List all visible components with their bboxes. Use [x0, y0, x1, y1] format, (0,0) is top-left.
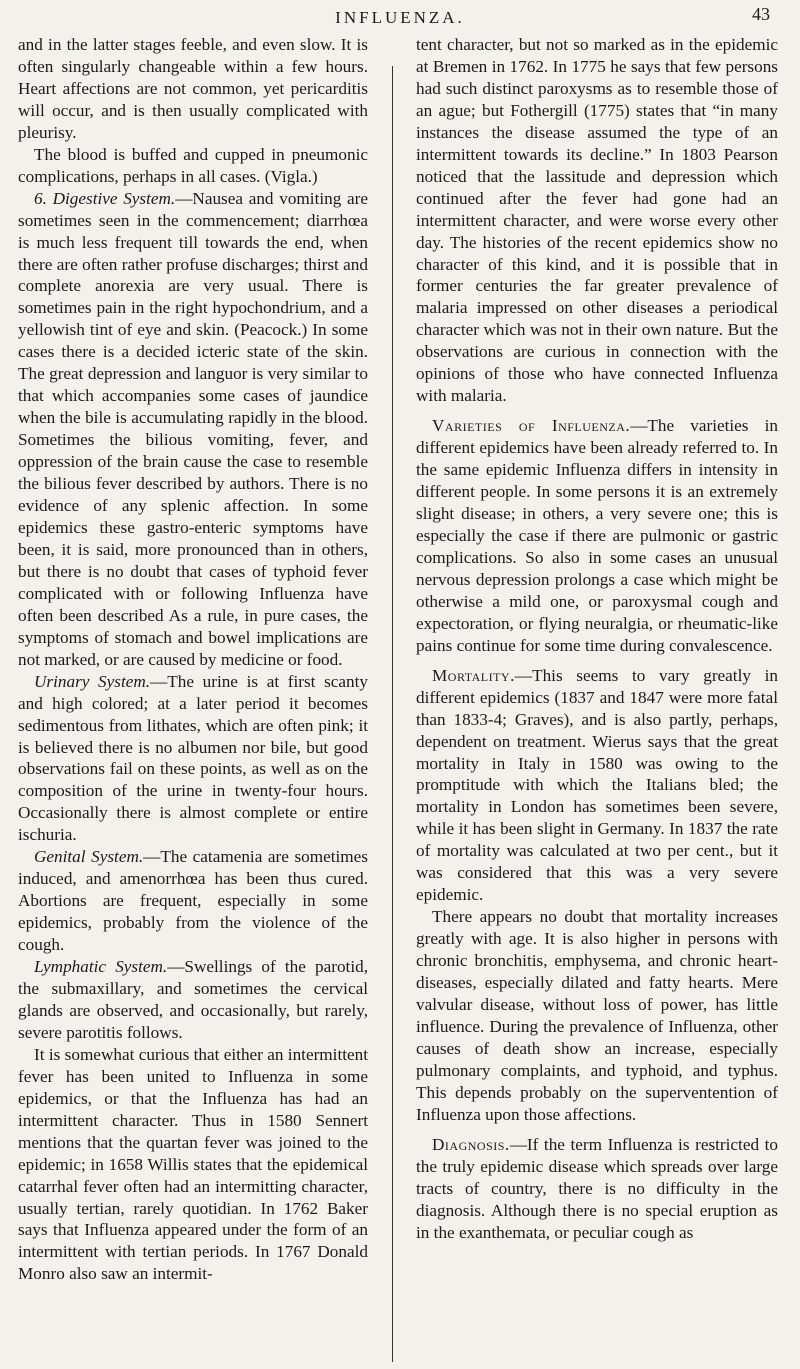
page-number: 43	[752, 4, 770, 24]
paragraph	[18, 671, 368, 847]
paragraph-text: —Nausea and vomiting are sometimes seen in the commencement; diarrhœa is much less frequent till towards the end, when there are often rather profuse discharges; thirst and complete anorexia are very usual. There is sometimes pain in the right hypochondrium, and a yellowish tint of eye and skin. (Peacock.) In some cases there is a decided icteric state of the skin. The great depression and languor is very similar to that which accompanies some cases of jaundice when the bile is accumulating rapidly in the blood. Sometimes the bilious vomiting, fever, and oppression of the brain cause the case to resemble the bilious fever described by authors. There is no evidence of any splenic affection. In some epidemics these gastro-enteric symptoms have been, it is said, more pronounced than in others, but there is no doubt that cases of typhoid fever complicated with or following Influenza have often been described As a rule, in pure cases, the symptoms of stomach and bowel implications are not marked, or are caused by medicine or food.	[18, 188, 368, 669]
paragraph	[416, 415, 778, 656]
paragraph	[416, 1134, 778, 1244]
section-heading: Urinary System.	[34, 671, 151, 691]
paragraph-text: —This seems to vary greatly in different epidemics (1837 and 1847 were more fatal than 1833-4; Graves), and is also partly, perhaps, dependent on treatment. Wierus says that the great mortality in Italy in 1580 was owing to the promptitude with which the Italians bled; the mortality in London has sometimes been severe, while it has been slight in Germany. In 1837 the rate of mortality was calculated at two per cent., but it was considered that this was a very severe epidemic.	[416, 665, 778, 905]
paragraph	[18, 846, 368, 956]
paragraph	[18, 956, 368, 1044]
section-heading: Varieties of Influenza.	[432, 416, 631, 436]
paragraph	[416, 665, 778, 906]
left-column	[18, 34, 368, 1285]
paragraph-text: —The urine is at first scanty and high colored; at a later period it becomes sedimentous from lithates, which are often pink; it is believed there is no albumen nor bile, but good observations fail on these points, as well as on the composition of the urine in twenty-four hours. Occasionally there is almost complete or entire ischuria.	[18, 671, 369, 845]
paragraph-text: —Swellings of the parotid, the submaxillary, and sometimes the cervical glands are observed, and occasionally, but rarely, severe parotitis follows.	[18, 957, 368, 1042]
paragraph: There appears no doubt that mortality increases greatly with age. It is also higher in persons with chronic bronchitis, emphysema, and chronic heart-diseases, especially dilated and fatty hearts. Mere valvular disease, without loss of power, has little influence. During the prevalence of Influenza, other causes of death show an increase, especially pulmonary complaints, and typhoid, and typhus. This depends probably on the superventention of Influenza upon those affections.	[416, 907, 778, 1124]
section-heading: Mortality.	[432, 665, 515, 685]
section-heading: 6. Digestive System.	[34, 188, 176, 208]
right-column	[416, 34, 778, 1243]
running-title: INFLUENZA.	[335, 8, 465, 27]
paragraph: tent character, but not so marked as in the epidemic at Bremen in 1762. In 1775 he says that few persons had such distinct paroxysms as to resemble those of an ague; but Fothergill (1775) states that “in many instances the disease assumed the type of an intermittent towards its decline.” In 1803 Pearson noticed that the lassitude and depression which continued after the fever had gone had an intermittent character, and were worse every other day. The histories of the recent epidemics show no character of this kind, and it is possible that in former centuries the far greater prevalence of malaria impressed on other diseases a periodical character which was not in their own nature. But the observations are curious in connection with the opinions of those who have connected Influenza with malaria.	[416, 35, 778, 406]
column-divider	[392, 66, 393, 1362]
section-heading: Lymphatic System.	[34, 957, 168, 977]
section-heading: Genital System.	[34, 847, 144, 867]
paragraph-text: —The varieties in different epidemics have been already referred to. In the same epidemic Influenza differs in intensity in different people. In some persons it is an extremely slight disease; in others, a very severe one; this is especially the case if there are pulmonic or gastric complications. So also in some cases an unusual nervous depression prolongs a case which might be otherwise a mild one, or paroxysmal cough and expectoration, or flying neuralgia, or rheumatic-like pains continue for some time during convalescence.	[416, 416, 778, 655]
section-heading: Diagnosis.	[432, 1134, 510, 1154]
paragraph: and in the latter stages feeble, and even slow. It is often singularly changeable within a few hours. Heart affections are not common, yet pericarditis will occur, and is then usually complicated with pleurisy.	[18, 35, 368, 142]
paragraph: The blood is buffed and cupped in pneumonic complications, perhaps in all cases. (Vigla.)	[18, 144, 368, 186]
paragraph-text: —If the term Influenza is restricted to the truly epidemic disease which spreads over large tracts of country, there is no difficulty in the diagnosis. Although there is no special eruption as in the exanthemata, or peculiar cough as	[416, 1134, 778, 1242]
paragraph	[18, 188, 368, 671]
paragraph: It is somewhat curious that either an intermittent fever has been united to Influenza in some epidemics, or that the Influenza has had an intermittent character. Thus in 1580 Sennert mentions that the quartan fever was joined to the epidemic; in 1658 Willis states that the epidemical catarrhal fever often had an intermitting character, usually tertian, rarely quotidian. In 1762 Baker says that Influenza appeared under the form of an intermittent with tertian periods. In 1767 Donald Monro also saw an intermit-	[18, 1044, 368, 1284]
paragraph-text: —The catamenia are sometimes induced, and amenorrhœa has been thus cured. Abortions are frequent, especially in some epidemics, probably from the violence of the cough.	[18, 847, 368, 955]
